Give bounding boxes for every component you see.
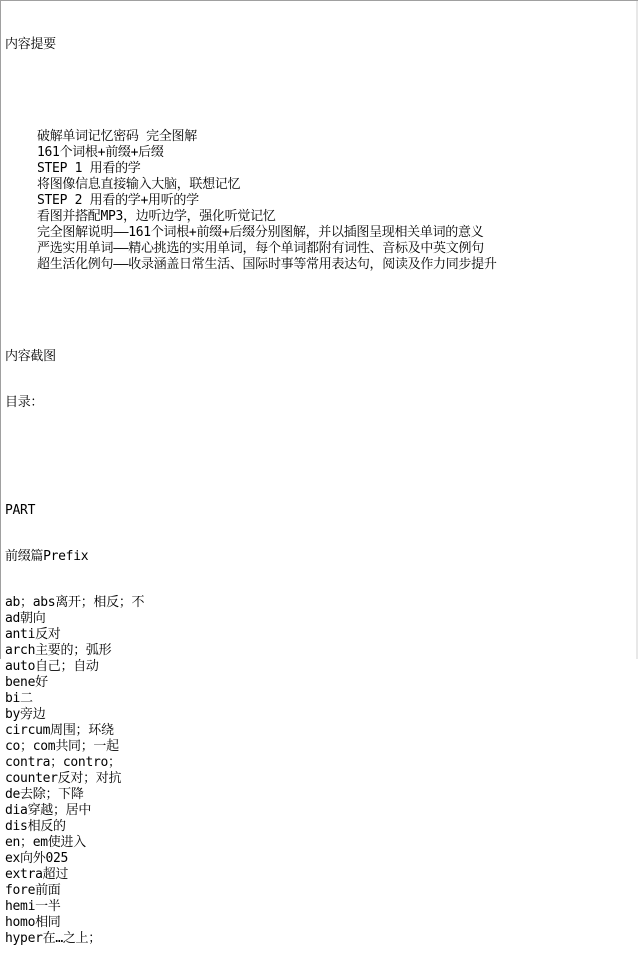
prefix-entry: by旁边 — [5, 707, 46, 722]
prefix-entry: en；em使进入 — [5, 835, 86, 850]
blank-line — [5, 83, 638, 99]
summary-line: 看图并搭配MP3，边听边学，强化听觉记忆 — [37, 209, 276, 224]
blank-line — [5, 303, 638, 319]
prefix-entry: hyper在…之上； — [5, 931, 101, 946]
prefix-entry: hemi一半 — [5, 899, 61, 914]
toc-heading: 目录： — [5, 395, 44, 410]
prefix-entry: bi二 — [5, 691, 33, 706]
summary-line: 完全图解说明——161个词根+前缀+后缀分别图解，并以插图呈现相关单词的意义 — [37, 225, 484, 240]
prefix-entry: ab；abs离开；相反；不 — [5, 595, 145, 610]
summary-line: 严选实用单词——精心挑选的实用单词，每个单词都附有词性、音标及中英文例句 — [37, 241, 484, 256]
text-pane[interactable] — [1, 1, 638, 946]
prefix-entry: arch主要的；弧形 — [5, 643, 112, 658]
summary-heading: 内容提要 — [5, 37, 56, 52]
prefix-entry: ad朝向 — [5, 611, 46, 626]
prefix-entry: de去除；下降 — [5, 787, 84, 802]
prefix-heading: 前缀篇Prefix — [5, 549, 89, 564]
blank-lines — [5, 441, 638, 473]
part-label: PART — [5, 503, 36, 518]
prefix-entry: circum周围；环绕 — [5, 723, 114, 738]
summary-line: STEP 1 用看的学 — [37, 161, 141, 176]
prefix-entry: counter反对；对抗 — [5, 771, 122, 786]
summary-line: 将图像信息直接输入大脑，联想记忆 — [37, 177, 241, 192]
prefix-entry: fore前面 — [5, 883, 61, 898]
prefix-entry: contra；contro； — [5, 755, 121, 770]
prefix-entry: co；com共同；一起 — [5, 739, 119, 754]
summary-list — [5, 129, 638, 273]
prefix-entry: bene好 — [5, 675, 48, 690]
prefix-entry: anti反对 — [5, 627, 61, 642]
summary-line: 161个词根+前缀+后缀 — [37, 145, 164, 160]
prefix-entry: homo相同 — [5, 915, 61, 930]
summary-line: STEP 2 用看的学+用听的学 — [37, 193, 199, 208]
screenshot-heading: 内容截图 — [5, 349, 56, 364]
prefix-entry: auto自己；自动 — [5, 659, 99, 674]
prefix-entry: dis相反的 — [5, 819, 66, 834]
summary-line: 超生活化例句——收录涵盖日常生活、国际时事等常用表达句，阅读及作力同步提升 — [37, 257, 497, 272]
prefix-entry: extra超过 — [5, 867, 69, 882]
summary-line: 破解单词记忆密码 完全图解 — [37, 129, 197, 144]
prefix-entry: ex向外025 — [5, 851, 69, 866]
prefix-entry: dia穿越；居中 — [5, 803, 92, 818]
prefix-list — [5, 595, 638, 947]
